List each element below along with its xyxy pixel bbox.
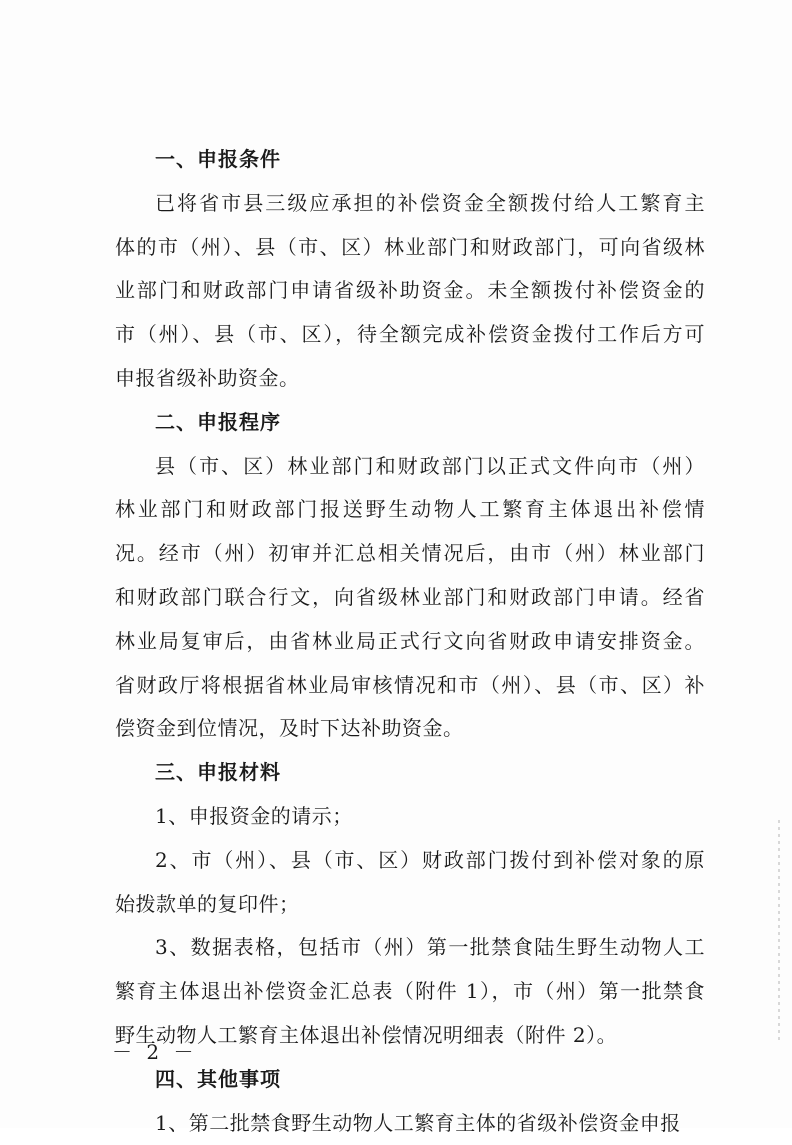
text-line: 县（市、区）林业部门和财政部门以正式文件向市（州） (155, 453, 705, 478)
text-line: 业部门和财政部门申请省级补助资金。未全额拨付补偿资金的 (115, 278, 705, 303)
text-line: 野生动物人工繁育主体退出补偿情况明细表（附件 2）。 (115, 1022, 618, 1047)
text-line: 已将省市县三级应承担的补偿资金全额拨付给人工繁育主 (155, 190, 705, 215)
scan-edge-mark (778, 820, 780, 1040)
paragraph (115, 182, 705, 401)
paragraph (115, 839, 705, 927)
text-line: 始拨款单的复印件； (115, 891, 300, 916)
paragraph (115, 445, 705, 752)
text-line: 况。经市（州）初审并汇总相关情况后，由市（州）林业部门 (115, 541, 705, 566)
text-line: 繁育主体退出补偿资金汇总表（附件 1），市（州）第一批禁食 (115, 979, 705, 1004)
text-line: 申报省级补助资金。 (115, 365, 300, 390)
paragraph (115, 1102, 705, 1145)
text-line: 1、第二批禁食野生动物人工繁育主体的省级补偿资金申报 (155, 1110, 681, 1135)
page-number: － 2 － (112, 1040, 198, 1064)
section-heading: 三、申报材料 (155, 760, 281, 785)
text-line: 和财政部门联合行文，向省级林业部门和财政部门申请。经省 (115, 584, 705, 609)
paragraph (115, 926, 705, 1057)
text-line: 林业局复审后，由省林业局正式行文向省财政申请安排资金。 (115, 628, 705, 653)
text-line: 省财政厅将根据省林业局审核情况和市（州）、县（市、区）补 (115, 672, 705, 697)
text-line: 3、数据表格，包括市（州）第一批禁食陆生野生动物人工 (155, 935, 705, 960)
text-line: 市（州）、县（市、区），待全额完成补偿资金拨付工作后方可 (115, 322, 705, 347)
text-line: 林业部门和财政部门报送野生动物人工繁育主体退出补偿情 (115, 497, 705, 522)
text-line: 偿资金到位情况，及时下达补助资金。 (115, 716, 464, 741)
section-heading: 一、申报条件 (155, 147, 281, 171)
text-line: 体的市（州）、县（市、区）林业部门和财政部门，可向省级林 (115, 234, 705, 259)
paragraph (115, 795, 705, 839)
document-body (115, 138, 705, 1145)
text-line: 2、市（州）、县（市、区）财政部门拨付到补偿对象的原 (155, 847, 705, 872)
section-heading: 二、申报程序 (155, 409, 281, 434)
text-line: 1、申报资金的请示； (155, 803, 353, 828)
section-heading: 四、其他事项 (155, 1066, 281, 1091)
